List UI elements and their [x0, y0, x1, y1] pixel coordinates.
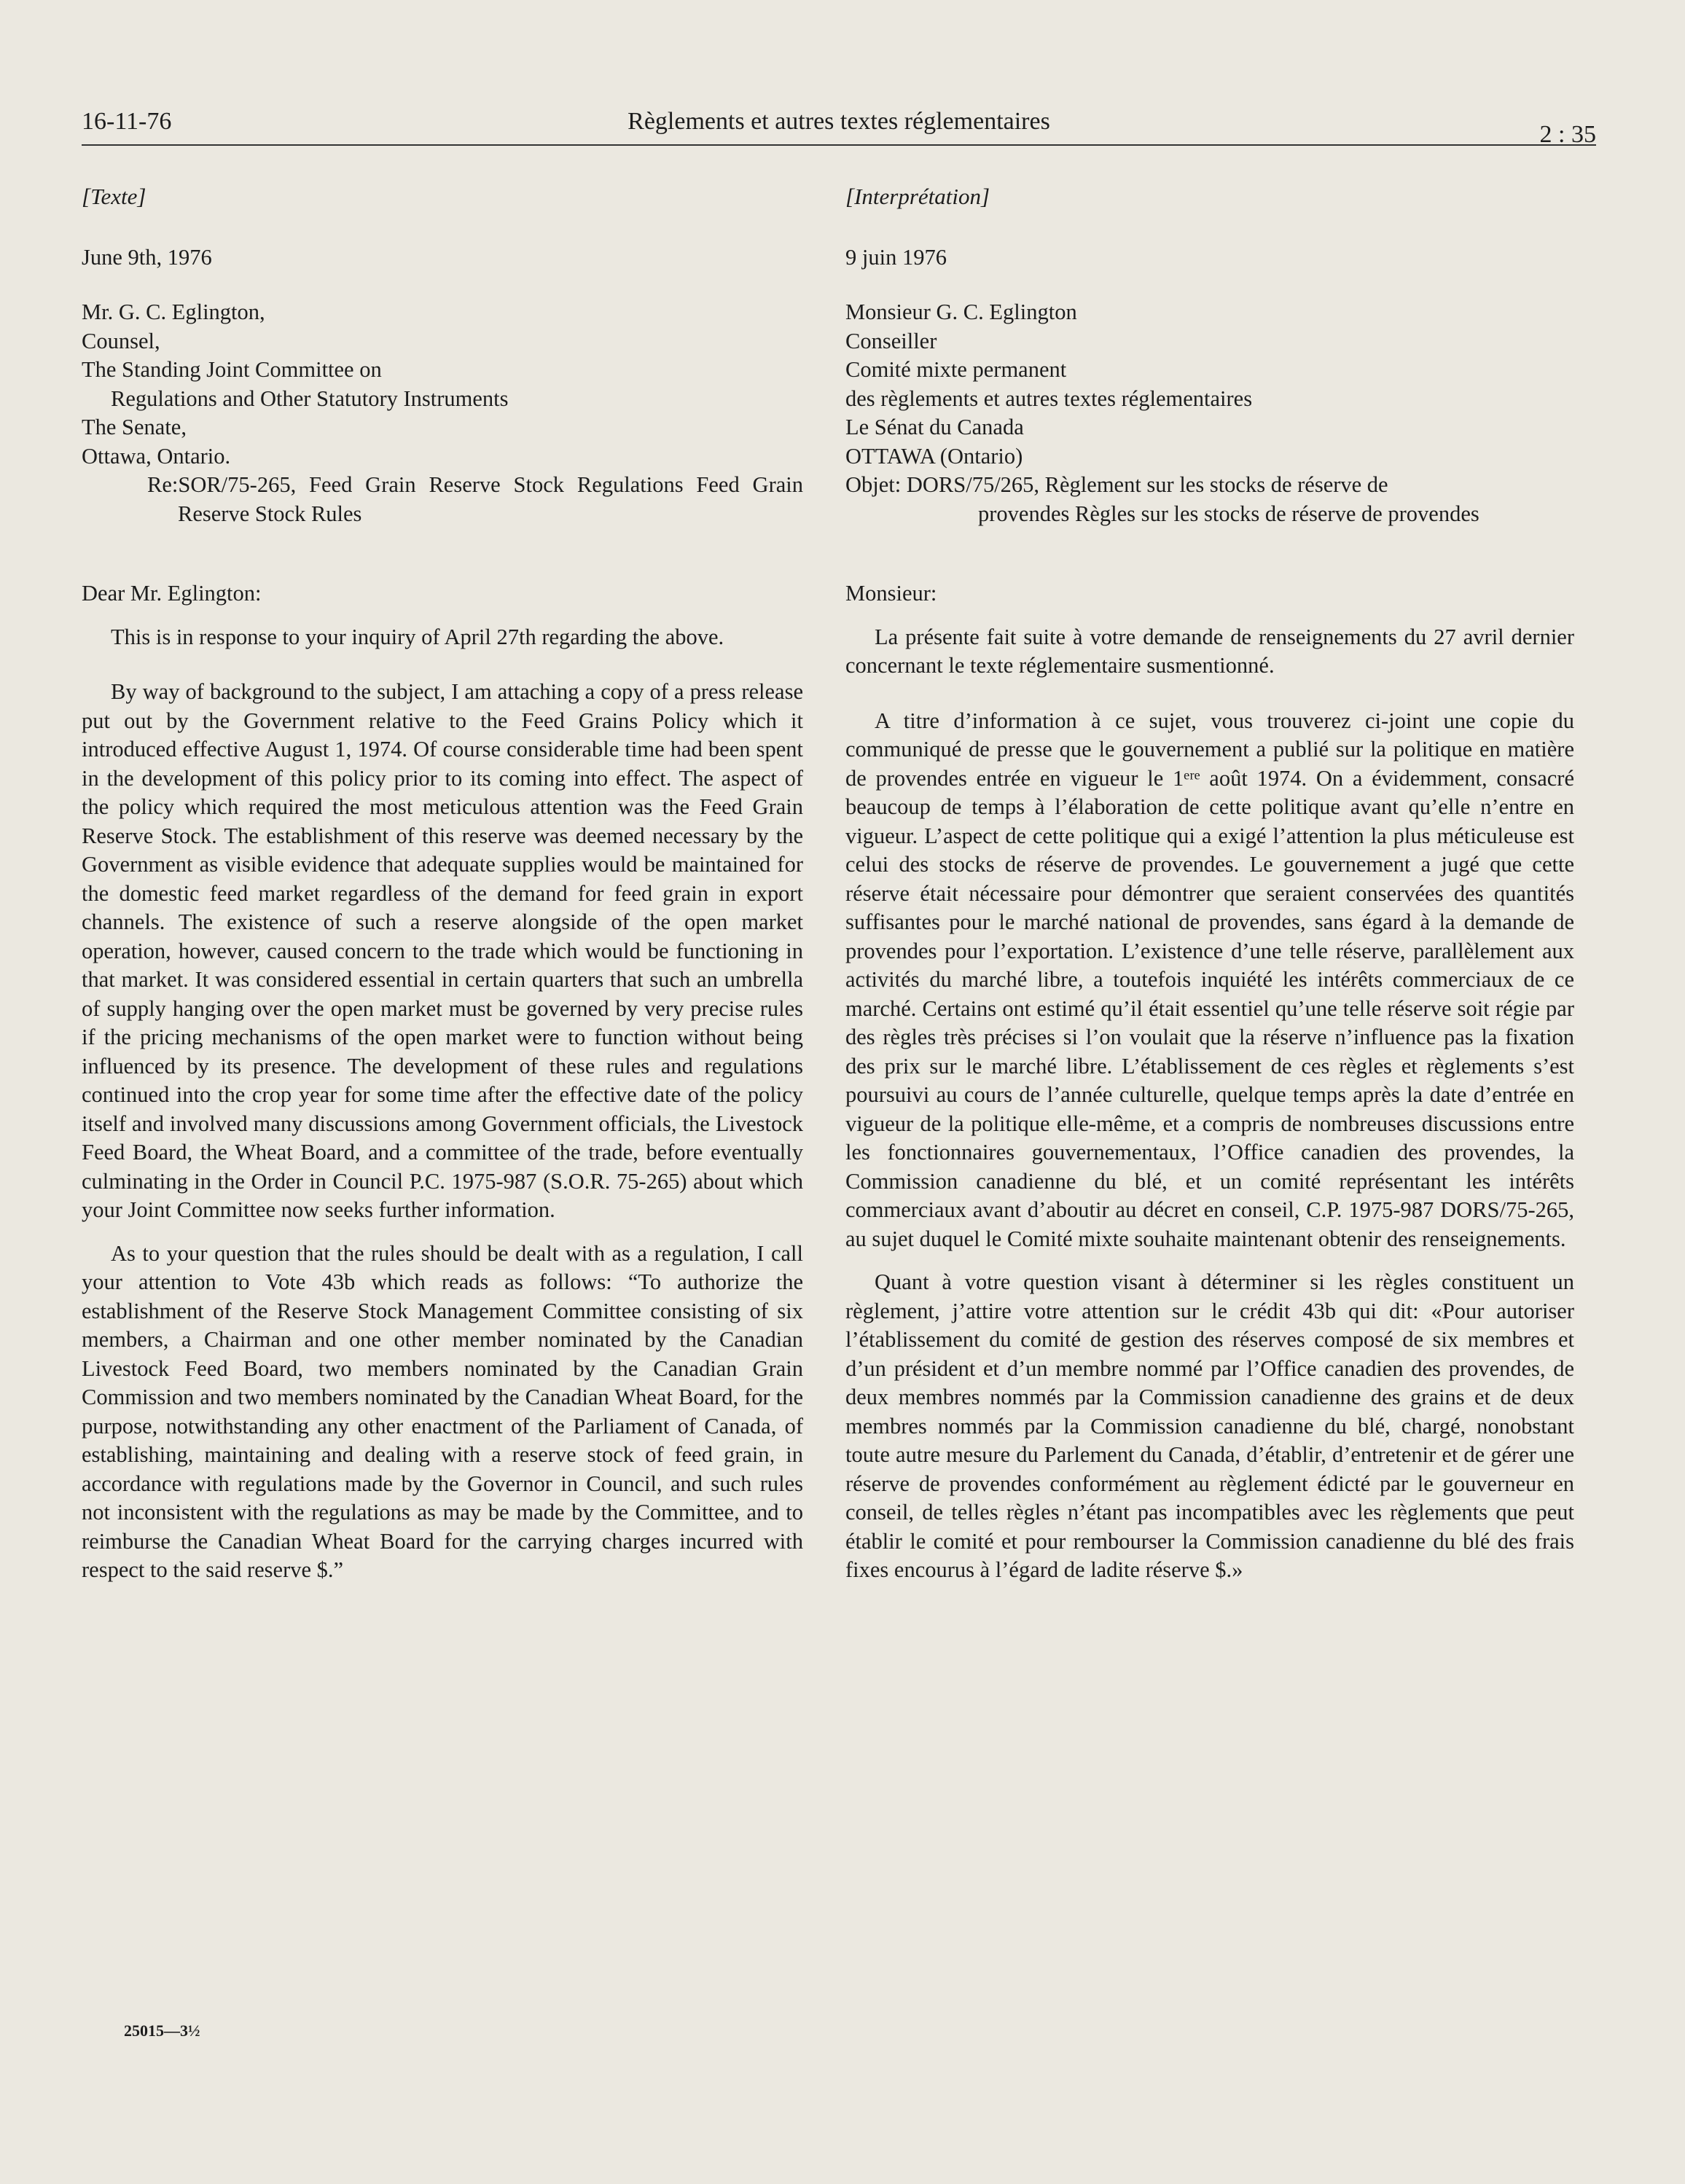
- page-number: 2 : 35: [1539, 121, 1596, 148]
- french-salutation: Monsieur:: [845, 581, 937, 606]
- header-title: Règlements et autres textes réglementaires: [628, 108, 1050, 135]
- english-address-line: Counsel,: [82, 328, 160, 353]
- english-paragraph: As to your question that the rules should be dealt with as a regulation, I call your attention to Vote 43b which reads as follows: “To authorize the establishment of the Reserve Stock Management Committee consisting of six members, a Chairman and one other member nominated by the Canadian Livestock Feed Board, two members nominated by the Canadian Grain Commission and two members nominated by the Canadian Wheat Board, for the purpose, notwithstanding any other enactment of the Parliament of Canada, of establishing, maintaining and dealing with a reserve stock of feed grain, in accordance with regulations made by the Governor in Council, and such rules not inconsistent with the regulations as may be made by the Committee, and to reimburse the Canadian Wheat Board for the carrying charges incurred with respect to the said reserve $.”: [82, 1240, 803, 1582]
- french-paragraph: La présente fait suite à votre demande de renseignements du 27 avril dernier concernant le texte réglementaire susmentionné.: [845, 624, 1574, 678]
- english-address-line: Regulations and Other Statutory Instruments: [111, 385, 509, 411]
- english-letter-date: June 9th, 1976: [82, 244, 212, 270]
- english-address-line: The Standing Joint Committee on: [82, 357, 382, 382]
- french-address-line: des règlements et autres textes réglementaires: [845, 385, 1253, 411]
- french-subject-first: DORS/75/265, Règlement sur les stocks de réserve de: [906, 472, 1388, 497]
- french-paragraph: A titre d’information à ce sujet, vous trouverez ci-joint une copie du communiqué de presse que le gouvernement a publié sur la politique en matière de provendes entrée en vigueur le 1ᵉʳᵉ août 1974. On a évidemment, consacré beaucoup de temps à l’élaboration de cette politique avant qu’elle n’entre en vigueur. L’aspect de cette politique qui a exigé l’attention la plus méticuleuse est celui des stocks de réserve de provendes. Le gouvernement a jugé que cette réserve était nécessaire pour démontrer que seraient conservées des quantités suffisantes pour le marché national de provendes, sans égard à la demande de provendes pour l’exportation. L’existence d’une telle réserve, parallèlement aux activités du marché libre, a toutefois inquiété les intérêts commerciaux de ce marché. Certains ont estimé qu’il était essentiel qu’une telle réserve soit régie par des règles très précises si l’on voulait que la réserve n’influence pas la fixation des prix sur le marché libre. L’établissement de ces règles et règlements s’est poursuivi au cours de l’année culturelle, quelque temps après la date d’entrée en vigueur de la politique elle-même, et a compris de nombreuses discussions entre les fonctionnaires gouvernementaux, l’Office canadien des provendes, la Commission canadienne du blé, et un comité représentant les intérêts commerciaux avant d’aboutir au décret en conseil, C.P. 1975-987 DORS/75-265, au sujet duquel le Comité mixte souhaite maintenant obtenir des renseignements.: [845, 708, 1574, 1251]
- print-code: 25015—3½: [124, 2021, 200, 2040]
- french-tag: [Interprétation]: [845, 184, 990, 209]
- french-address-line: Monsieur G. C. Eglington: [845, 300, 1077, 324]
- french-address-line: Comité mixte permanent: [845, 357, 1067, 382]
- french-column: [845, 182, 1574, 1585]
- header-date: 16-11-76: [82, 108, 172, 135]
- french-subject-label: Objet:: [845, 472, 902, 497]
- english-column: [82, 182, 803, 1585]
- french-subject-line: [845, 471, 1574, 528]
- english-paragraph: By way of background to the subject, I am attaching a copy of a press release put out by the Government relative to the Feed Grains Policy which it introduced effective August 1, 1974. Of course considerable time had been spent in the development of this policy prior to its coming into effect. The aspect of the policy which required the most meticulous attention was the Feed Grain Reserve Stock. The establishment of this reserve was deemed necessary by the Government as visible evidence that adequate supplies would be maintained for the domestic feed market regardless of the demand for feed grain in export channels. The existence of such a reserve alongside of the open market operation, however, caused concern to the trade which would be functioning in that market. It was considered essential in certain quarters that such an umbrella of supply hanging over the open market must be governed by very precise rules if the pricing mechanisms of the open market were to function without being influenced by its presence. The development of these rules and regulations continued into the crop year for some time after the effective date of the policy itself and involved many discussions among Government officials, the Livestock Feed Board, the Wheat Board, and a committee of the trade, before eventually culminating in the Order in Council P.C. 1975-987 (S.O.R. 75-265) about which your Joint Committee now seeks further information.: [82, 679, 803, 1222]
- english-address-line: Mr. G. C. Eglington,: [82, 300, 265, 324]
- french-address-line: Le Sénat du Canada: [845, 415, 1024, 439]
- french-letter-date: 9 juin 1976: [845, 244, 947, 270]
- french-paragraph: Quant à votre question visant à déterminer si les règles constituent un règlement, j’attire votre attention sur le crédit 43b qui dit: «Pour autoriser l’établissement du comité de gestion des réserves composé de six membres et d’un président et d’un membre nommé par l’Office canadien des provendes, de deux membres nommés par la Commission canadienne des grains et de deux membres nommés par la Commission canadienne du blé, chargé, nonobstant toute autre mesure du Parlement du Canada, d’établir, d’entretenir et de gérer une réserve de provendes conformément au règlement édicté par le gouverneur en conseil, de telles règles n’étant pas incompatibles avec les règlements que peut établir le comité et pour rembourser la Commission canadienne du blé des frais fixes encourus à l’égard de ladite réserve $.»: [845, 1269, 1574, 1582]
- french-subject-rest: provendes Règles sur les stocks de réserve de provendes: [978, 501, 1479, 526]
- english-paragraph: This is in response to your inquiry of April 27th regarding the above.: [111, 624, 724, 649]
- french-address-line: Conseiller: [845, 328, 937, 353]
- english-tag: [Texte]: [82, 184, 146, 209]
- french-address-line: OTTAWA (Ontario): [845, 443, 1023, 469]
- english-salutation: Dear Mr. Eglington:: [82, 581, 262, 606]
- english-address-line: The Senate,: [82, 415, 187, 439]
- running-header: [82, 108, 1596, 146]
- english-subject-line: Re:SOR/75-265, Feed Grain Reserve Stock Regulations Feed Grain Reserve Stock Rules: [147, 472, 803, 526]
- english-address-line: Ottawa, Ontario.: [82, 443, 231, 469]
